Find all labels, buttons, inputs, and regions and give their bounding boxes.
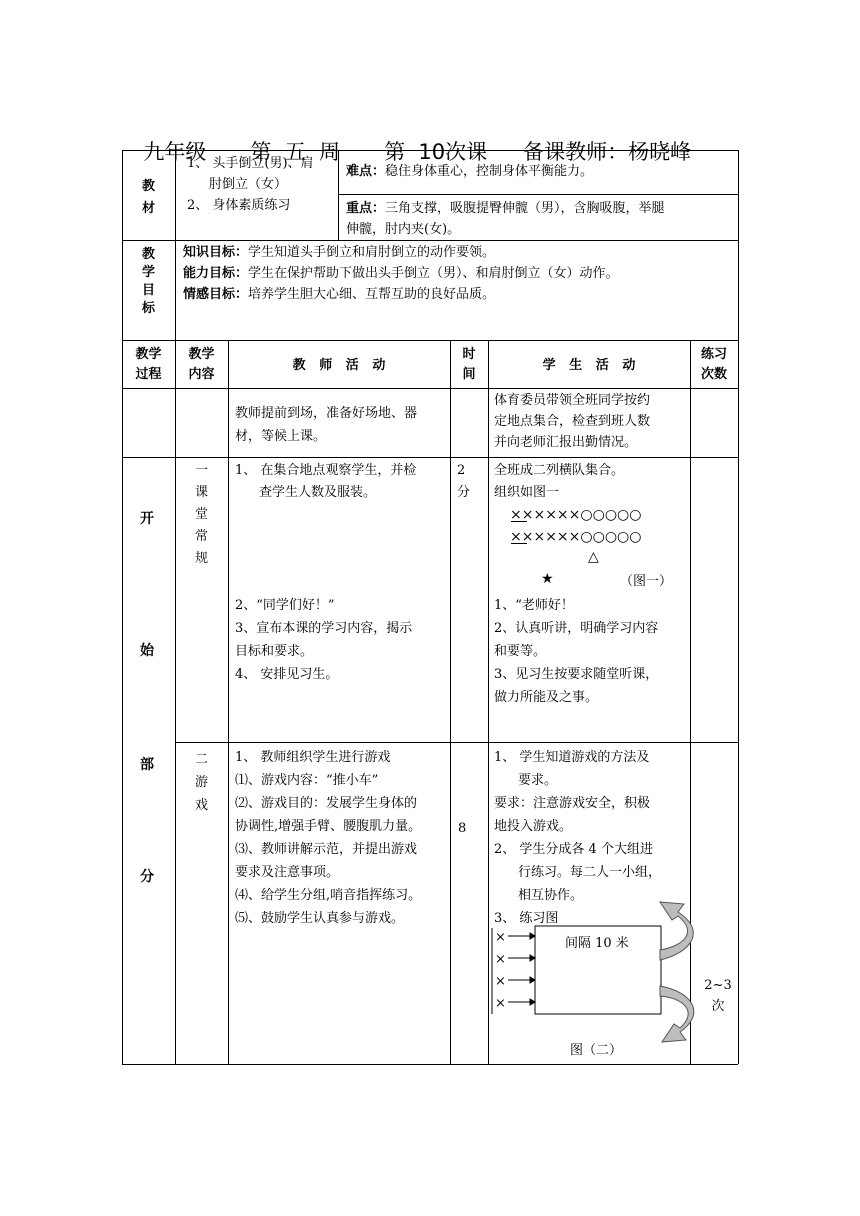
lesson: 第 10次课 [384,140,488,164]
goal-emotion-text: 培养学生胆大心细、互帮互助的良好品质。 [248,287,496,302]
key-points [346,198,736,240]
formation-underline-2 [511,543,527,544]
goals [183,242,735,305]
goal-emotion [183,284,735,305]
materials-list [187,153,337,216]
materials-item-1-cont: 肘倒立（女） [209,177,288,192]
goals-label: 教学目标 [141,247,155,316]
pre-teacher: 教师提前到场，准备好场地、器 材，等候上课。 [235,406,418,444]
section-char-1: 开 [140,511,154,527]
header-process: 教学 过程 [135,347,162,382]
goal-knowledge-label: 知识目标： [183,245,249,260]
figure-2-caption: 图（二） [570,1043,623,1058]
star-marker: ★ [541,571,554,587]
key-text-1: 三角支撑，吸腹提臀伸髋（男），含胸吸腹，举腿 [385,201,665,216]
materials-label: 教材 [141,179,155,216]
interval-label: 间隔 10 米 [565,936,629,951]
part1-teacher-1: 1、 在集合地点观察学生，并检 查学生人数及服装。 [235,463,417,500]
svg-text:×: × [495,996,506,1011]
svg-text:×: × [495,974,506,989]
difficulty [346,161,736,182]
header-content: 教学 内容 [188,347,215,382]
header-teacher: 教 师 活 动 [292,358,386,373]
part1-student: 全班成二列横队集合。 组织如图一 [494,463,625,500]
materials-item-1: 1、 头手倒立(男)、肩 [187,156,314,171]
goal-ability-label: 能力目标： [183,266,249,281]
part2-time: 8 [458,821,467,836]
difficulty-label: 难点： [346,164,386,179]
part1-student-2: 1、“老师好！ 2、认真听讲，明确学习内容 和要等。 3、见习生按要求随堂听课， 做力所能及之事。 [494,598,659,705]
part1-content: 一 课 堂 常 规 [194,463,208,566]
grade: 九年级 [143,140,207,164]
section-char-2: 始 [140,643,154,659]
goal-knowledge-text: 学生知道头手倒立和肩肘倒立的动作要领。 [248,245,496,260]
teacher-label: 备课教师： [523,140,629,164]
goal-ability [183,263,735,284]
part2-student: 1、 学生知道游戏的方法及 要求。 要求：注意游戏安全，积极 地投入游戏。 2、 学生分成各 4 个大组进 行练习。每二人一小组， 相互协作。 3、 练习图 [494,750,662,926]
figure-1-caption: （图一） [620,574,673,589]
svg-text:×: × [495,930,506,945]
pre-student: 体育委员带领全班同学按约 定地点集合，检查到班人数 并向老师汇报出勤情况。 [494,393,651,450]
part1-teacher-2: 2、“同学们好！” 3、宣布本课的学习内容，揭示 目标和要求。 4、 安排见习生。 [235,598,413,682]
section-char-3: 部 [140,757,154,773]
section-char-4: 分 [140,869,154,885]
formation-row-2: ××××××○○○○○ [510,529,642,545]
header-time: 时 间 [462,347,476,382]
materials-item-2: 2、 身体素质练习 [187,198,291,213]
formation-underline-1 [511,521,527,522]
goal-ability-text: 学生在保护帮助下做出头手倒立（男）、和肩肘倒立（女）动作。 [248,266,619,281]
teacher-name: 杨晓峰 [628,140,692,164]
goal-emotion-label: 情感目标： [183,287,249,302]
week: 第 五 周 [250,140,341,164]
formation-diagram [510,504,641,548]
header-count: 练习 次数 [700,347,727,382]
teacher-triangle: △ [588,549,599,565]
svg-text:×: × [495,952,506,967]
formation-row-1: ××××××○○○○○ [510,507,642,523]
goal-knowledge [183,242,735,263]
part2-content: 二 游 戏 [194,752,208,813]
header-student: 学 生 活 动 [542,358,636,373]
part2-count: 2~3 次 [704,978,732,1014]
part2-teacher: 1、 教师组织学生进行游戏 ⑴、游戏内容：“推小车” ⑵、游戏目的：发展学生身体的 协调性,增强手臂、腰腹肌力量。 ⑶、教师讲解示范，并提出游戏 要求及注意事项。 ⑷、给学生分组,哨音指挥练习。 ⑸、鼓励学生认真参与游戏。 [235,750,422,926]
key-text-2: 伸髋，肘内夹(女)。 [346,222,461,237]
key-label: 重点： [346,201,386,216]
part1-time: 2 分 [457,463,471,500]
difficulty-text: 稳住身体重心，控制身体平衡能力。 [385,164,594,179]
